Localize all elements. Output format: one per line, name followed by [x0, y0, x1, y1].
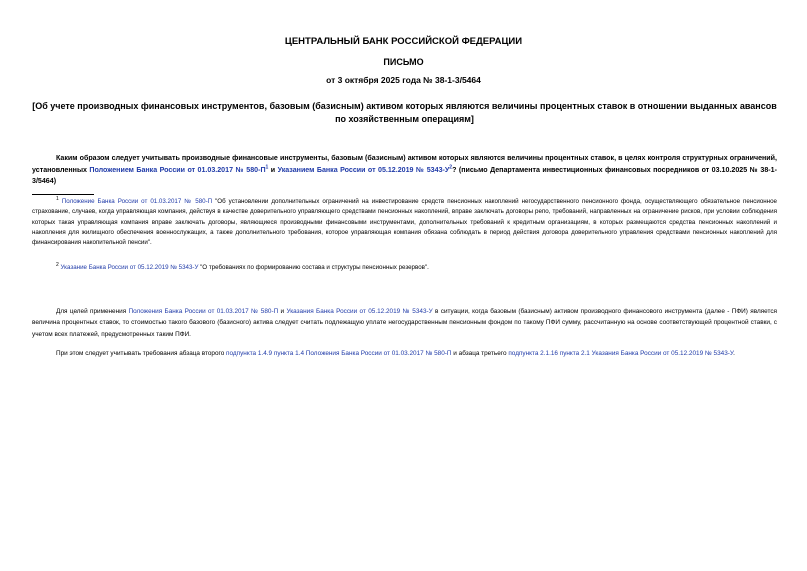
summary-question — [32, 153, 777, 188]
document-date-number: от 3 октября 2025 года № 38-1-3/5464 — [326, 75, 481, 85]
p1-link-directive-5343u[interactable]: Указания Банка России от 05.12.2019 № 5343-У — [286, 308, 433, 315]
footnote-divider — [32, 194, 94, 195]
p2-text-3: . — [733, 350, 735, 357]
footnote-2-text: "О требованиях по формированию состава и структуры пенсионных резервов". — [198, 264, 429, 271]
footnote-ref-1[interactable]: 1 — [265, 164, 269, 171]
p2-link-subclause-1-4-9[interactable]: подпункта 1.4.9 пункта 1.4 Положения Банка России от 01.03.2017 № 580-П — [226, 350, 452, 357]
p1-text-2: и — [278, 308, 287, 315]
p1-text-1: Для целей применения — [56, 308, 129, 315]
p2-link-subclause-2-1-16[interactable]: подпункта 2.1.16 пункта 2.1 Указания Банка России от 05.12.2019 № 5343-У — [508, 350, 734, 357]
p1-link-regulation-580p[interactable]: Положения Банка России от 01.03.2017 № 580-П — [128, 308, 279, 315]
summary-text-3: ? (письмо Департамента инвестиционных финансовых посредников от 03.10.2025 № 38-1-3/5464) — [32, 165, 777, 186]
document-type: ПИСЬМО — [383, 57, 424, 67]
p2-text-1: При этом следует учитывать требования абзаца второго — [56, 350, 227, 357]
summary-text-2: и — [268, 165, 278, 174]
issuing-authority: ЦЕНТРАЛЬНЫЙ БАНК РОССИЙСКОЙ ФЕДЕРАЦИИ — [284, 36, 523, 47]
footnote-ref-2[interactable]: 2 — [449, 164, 453, 171]
footnote-2-link[interactable]: Указание Банка России от 05.12.2019 № 5343-У — [60, 264, 199, 271]
footnote-1-link[interactable]: Положение Банка России от 01.03.2017 № 580-П — [61, 198, 213, 205]
p2-text-2: и абзаца третьего — [451, 350, 509, 357]
body-paragraph-2 — [32, 348, 777, 359]
footnote-2-mark: 2 — [56, 261, 59, 268]
summary-text-1: Каким образом следует учитывать производные финансовые инструменты, базовым (базисным) активом которых являются величины процентных ставок, в целях контроля структурных ограничений, установленных — [32, 154, 777, 174]
document-subject: [Об учете производных финансовых инструментов, базовым (базисным) активом которых являются величины процентных ставок в отношении выданных авансов по хозяйственным операциям] — [32, 101, 777, 124]
p1-text-3: в ситуации, когда базовым (базисным) активом производного финансового инструмента (далее - ПФИ) является величина процентных ставок, то стоимостью такого базового (базисного) актива следует считать подлежащую уплате негосударственным пенсионным фондом по такому ПФИ сумму, рассчитанную на основе соответствующей процентной ставки, с учетом всех платежей, предусмотренных таким ПФИ. — [32, 308, 777, 338]
footnote-2 — [32, 263, 777, 273]
body-paragraph-1 — [32, 306, 777, 340]
footnote-1-text: "Об установлении дополнительных ограничений на инвестирование средств пенсионных накоплений негосударственного пенсионного фонда, осуществляющего обязательное пенсионное страхование, случаев, когда управляющая компания, действуя в качестве доверительного управляющего средствами пенсионных накоплений, вправе заключать договоры репо, требований, направленных на ограничение рисков, при условии соблюдения которых такая управляющая компания вправе заключать договоры, являющиеся производными финансовыми инструментами, дополнительных требований к кредитным организациям, в которых размещаются средства пенсионных накоплений и накопления для жилищного обеспечения военнослужащих, а также дополнительного требования, которое управляющая компания обязана соблюдать в период действия договора доверительного управления средствами пенсионных накоплений для финансирования накопительной пенсии". — [32, 198, 777, 247]
link-regulation-580p[interactable]: Положением Банка России от 01.03.2017 № 580-П — [89, 165, 266, 174]
footnote-1-mark: 1 — [56, 195, 59, 202]
link-directive-5343u[interactable]: Указанием Банка России от 05.12.2019 № 5343-У — [277, 165, 450, 174]
footnote-1 — [32, 197, 777, 248]
